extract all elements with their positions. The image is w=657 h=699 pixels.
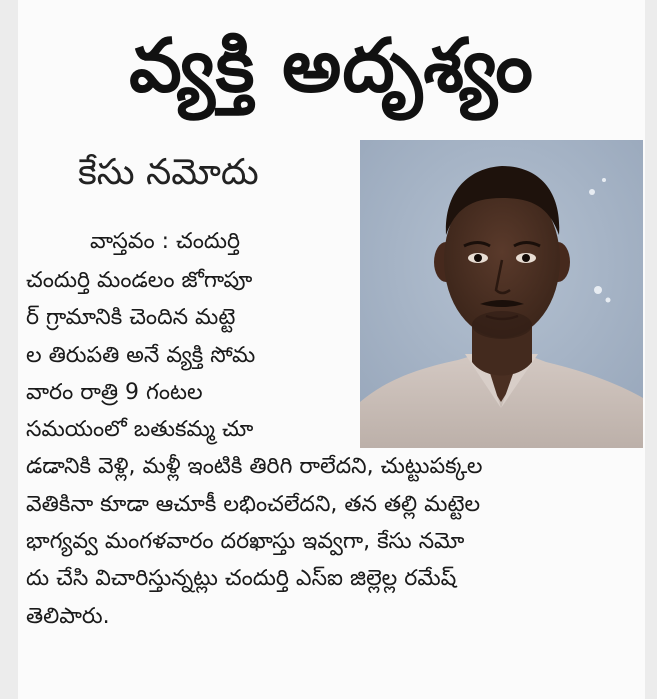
- dateline: వాస్తవం : చందుర్తి: [90, 229, 241, 254]
- subheadline: కేసు నమోదు: [78, 152, 259, 193]
- article-line: సమయంలో బతుకమ్మ చూ: [26, 417, 254, 443]
- article-line: వెతికినా కూడా ఆచూకీ లభించలేదని, తన తల్లి మట్టెల: [26, 491, 481, 517]
- article-line: వారం రాత్రి 9 గంటల: [26, 379, 203, 405]
- newspaper-clipping: [18, 0, 645, 699]
- article-line: తెలిపారు.: [26, 603, 110, 629]
- cut-off-previous-text: [18, 0, 645, 6]
- article-line: డడానికి వెళ్లి, మళ్లీ ఇంటికి తిరిగి రాలేదని, చుట్టుపక్కల: [26, 454, 483, 480]
- article-line: భాగ్యవ్వ మంగళవారం దరఖాస్తు ఇవ్వగా, కేసు నమో: [26, 529, 465, 555]
- article-line: దు చేసి విచారిస్తున్నట్లు చందుర్తి ఎస్ఐ జిల్లెల్ల రమేష్: [26, 566, 457, 592]
- article-body: [26, 262, 638, 635]
- article-line: చందుర్తి మండలం జోగాపూ: [26, 268, 253, 293]
- headline: వ్యక్తి అదృశ్యం: [129, 23, 534, 109]
- article-line: ల తిరుపతి అనే వ్యక్తి సోమ: [26, 342, 256, 368]
- article-line: ర్ గ్రామానికి చెందిన మట్టె: [26, 305, 236, 331]
